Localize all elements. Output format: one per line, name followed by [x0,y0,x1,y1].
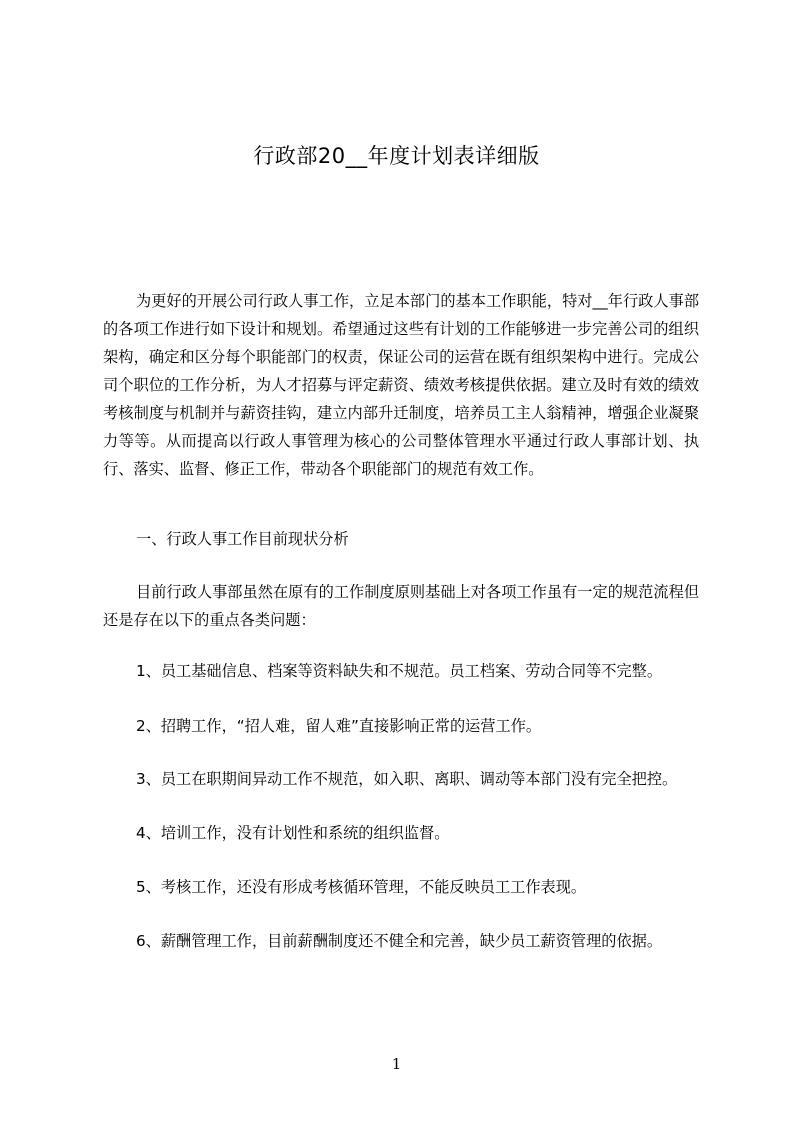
issue-item-6: 6、薪酬管理工作，目前薪酬制度还不健全和完善，缺少员工薪资管理的依据。 [136,932,663,950]
issue-item-5: 5、考核工作，还没有形成考核循环管理，不能反映员工工作表现。 [136,878,587,896]
section-intro-paragraph: 目前行政人事部虽然在原有的工作制度原则基础上对各项工作虽有一定的规范流程但还是存在以下的重点各类问题： [103,583,699,629]
issue-item-1: 1、员工基础信息、档案等资料缺失和不规范。员工档案、劳动合同等不完整。 [136,662,663,680]
page-number: 1 [391,1055,402,1073]
issue-item-4: 4、培训工作，没有计划性和系统的组织监督。 [136,824,450,842]
document-title: 行政部20__年度计划表详细版 [253,144,540,168]
section-heading: 一、行政人事工作目前现状分析 [136,530,349,548]
issue-item-2: 2、招聘工作，“招人难，留人难”直接影响正常的运营工作。 [136,717,542,735]
issue-item-3: 3、员工在职期间异动工作不规范，如入职、离职、调动等本部门没有完全把控。 [136,770,678,788]
intro-paragraph: 为更好的开展公司行政人事工作，立足本部门的基本工作职能，特对__年行政人事部的各项工作进行如下设计和规划。希望通过这些有计划的工作能够进一步完善公司的组织架构，确定和区分每个职能部门的权责，保证公司的运营在既有组织架构中进行。完成公司个职位的工作分析，为人才招募与评定薪资、绩效考核提供依据。建立及时有效的绩效考核制度与机制并与薪资挂钩，建立内部升迁制度，培养员工主人翁精神，增强企业凝聚力等等。从而提高以行政人事管理为核心的公司整体管理水平通过行政人事部计划、执行、落实、监督、修正工作，带动各个职能部门的规范有效工作。 [103,292,699,478]
